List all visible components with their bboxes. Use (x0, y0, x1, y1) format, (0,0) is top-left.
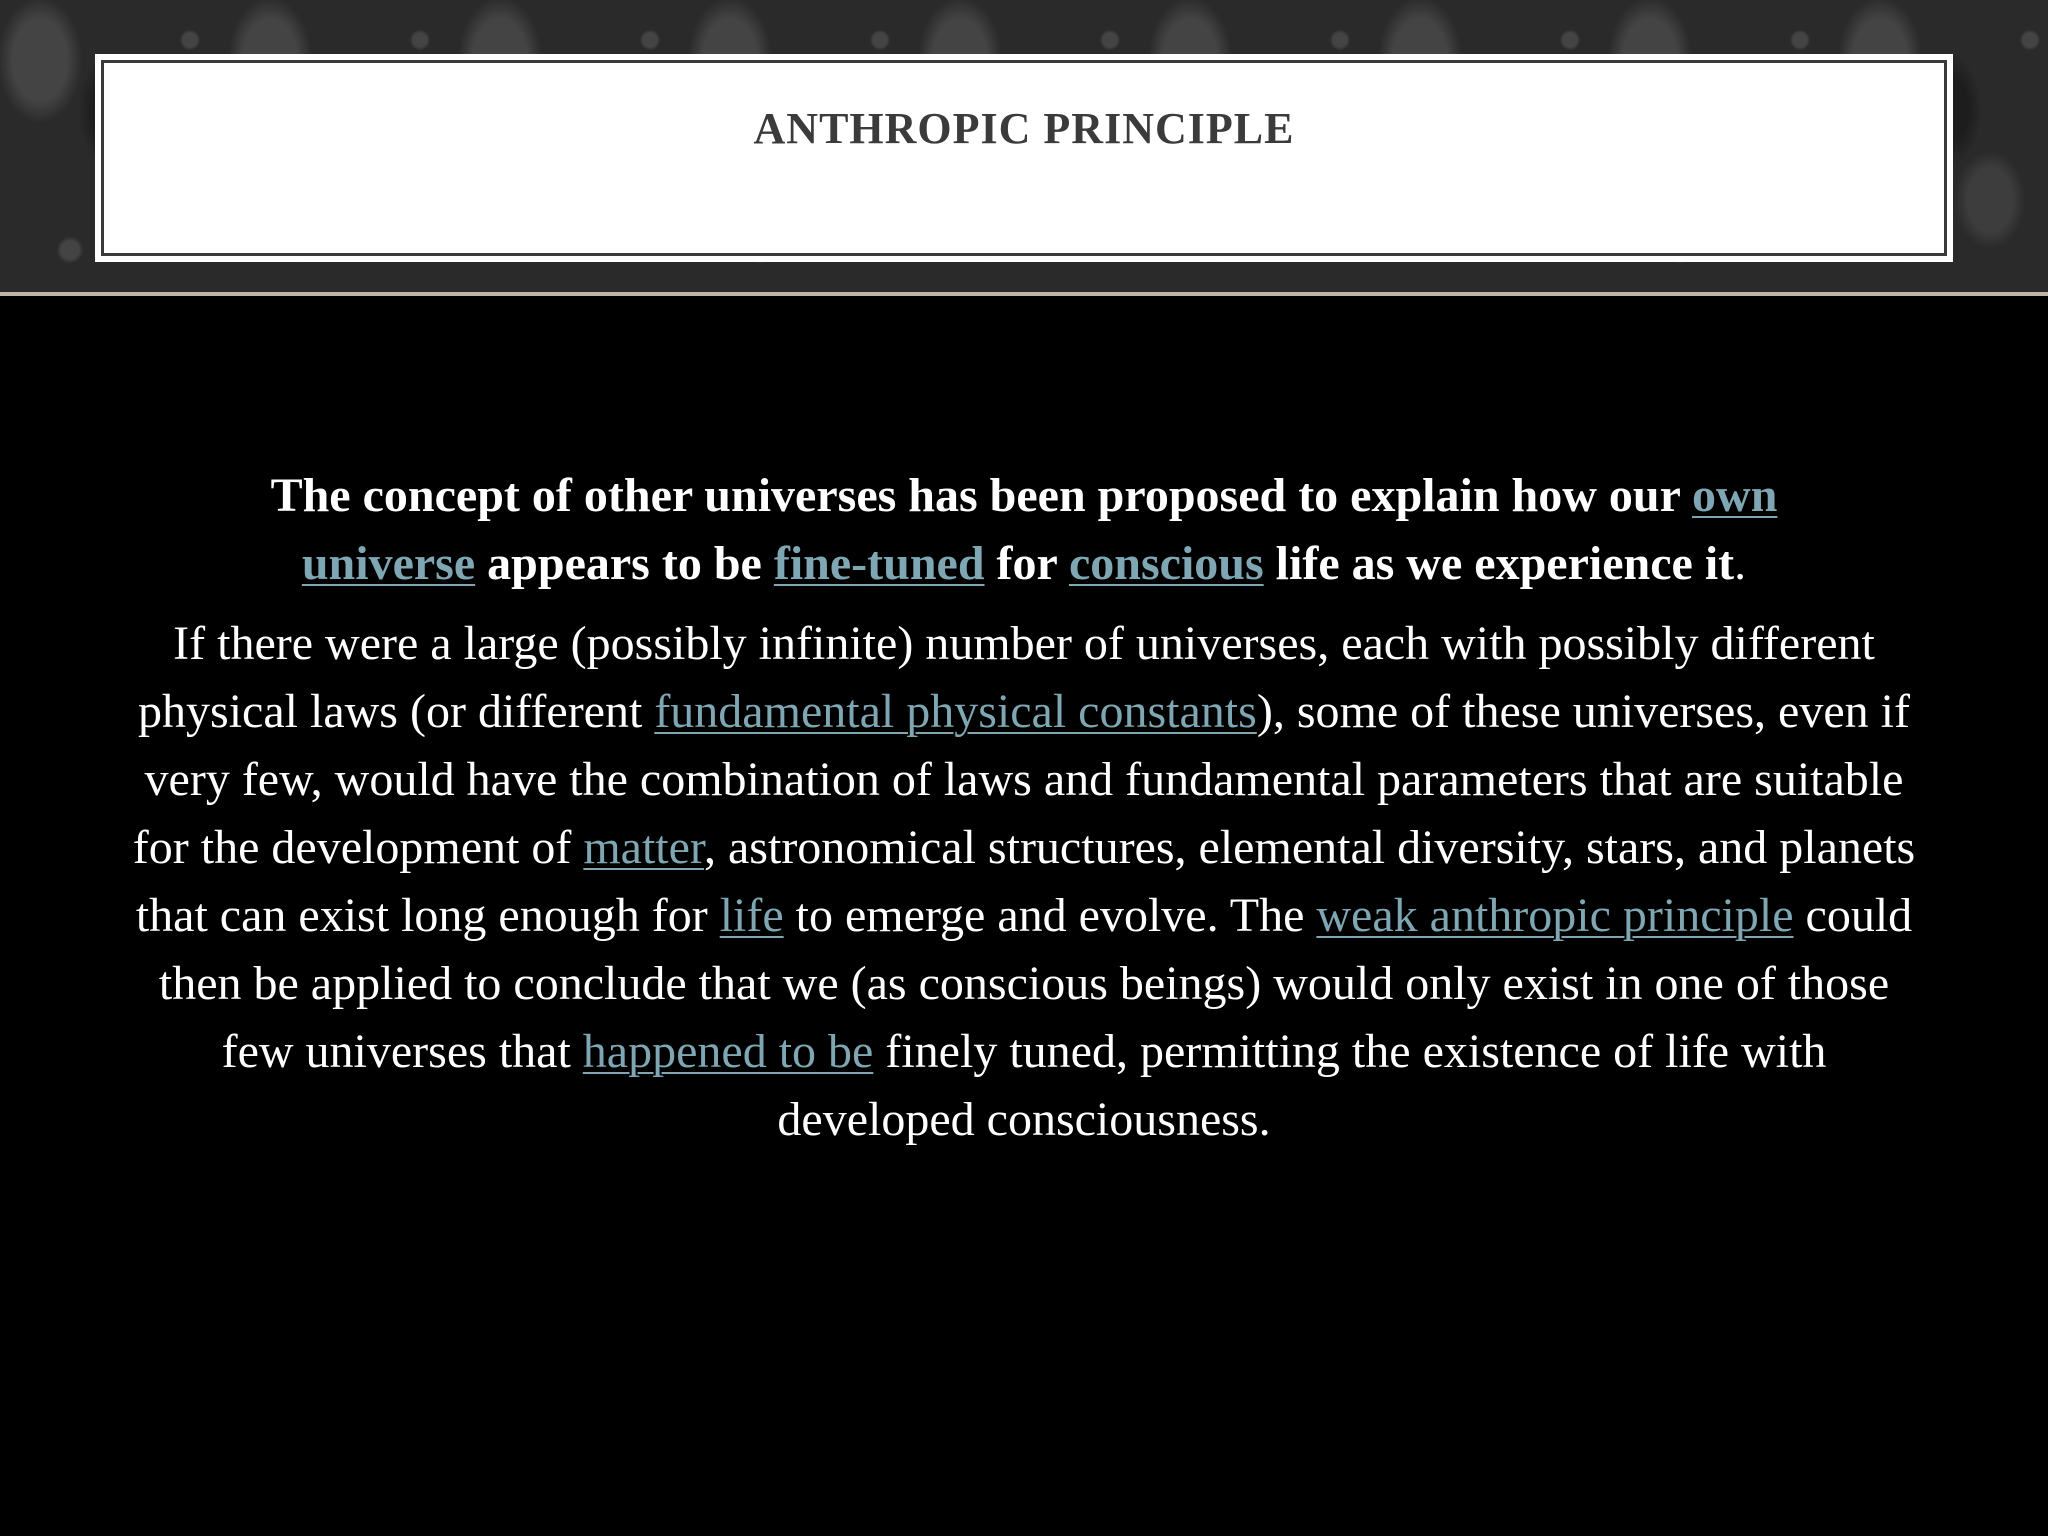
text-span: for (984, 537, 1069, 590)
link-fundamental-physical-constants[interactable]: fundamental physical constants (654, 685, 1257, 738)
link-happened-to-be[interactable]: happened to be (582, 1025, 874, 1078)
link-conscious[interactable]: conscious (1068, 537, 1264, 590)
text-span: , astronomical structures, elemental diversity, stars, and planets that can exist long enough for (135, 821, 1916, 942)
link-own-universe[interactable]: own universe (301, 469, 1778, 590)
text-span: The concept of other universes has been proposed to explain how our (270, 469, 1693, 522)
text-span: finely tuned, permitting the existence of life with developed consciousness. (777, 1025, 1827, 1146)
body-paragraph (130, 610, 1918, 1154)
link-life[interactable]: life (719, 889, 784, 942)
link-weak-anthropic-principle[interactable]: weak anthropic principle (1316, 889, 1794, 942)
text-span: could then be applied to conclude that we (as conscious beings) would only exist in one of those few universes that (158, 889, 1913, 1078)
title-box (95, 54, 1953, 262)
text-span: ), some of these universes, even if very few, would have the combination of laws and fundamental parameters that are suitable for the development of (132, 685, 1910, 874)
text-span: . (1734, 537, 1747, 590)
link-fine-tuned[interactable]: fine-tuned (773, 537, 985, 590)
text-span: If there were a large (possibly infinite) number of universes, each with possibly different physical laws (or different (138, 617, 1875, 738)
slide-body (130, 462, 1918, 1154)
text-span: life as we experience it (1263, 537, 1735, 590)
slide-title: ANTHROPIC PRINCIPLE (753, 104, 1295, 153)
text-span: to emerge and evolve. The (783, 889, 1317, 942)
text-span: appears to be (475, 537, 774, 590)
intro-paragraph (130, 462, 1918, 598)
link-matter[interactable]: matter (583, 821, 704, 874)
